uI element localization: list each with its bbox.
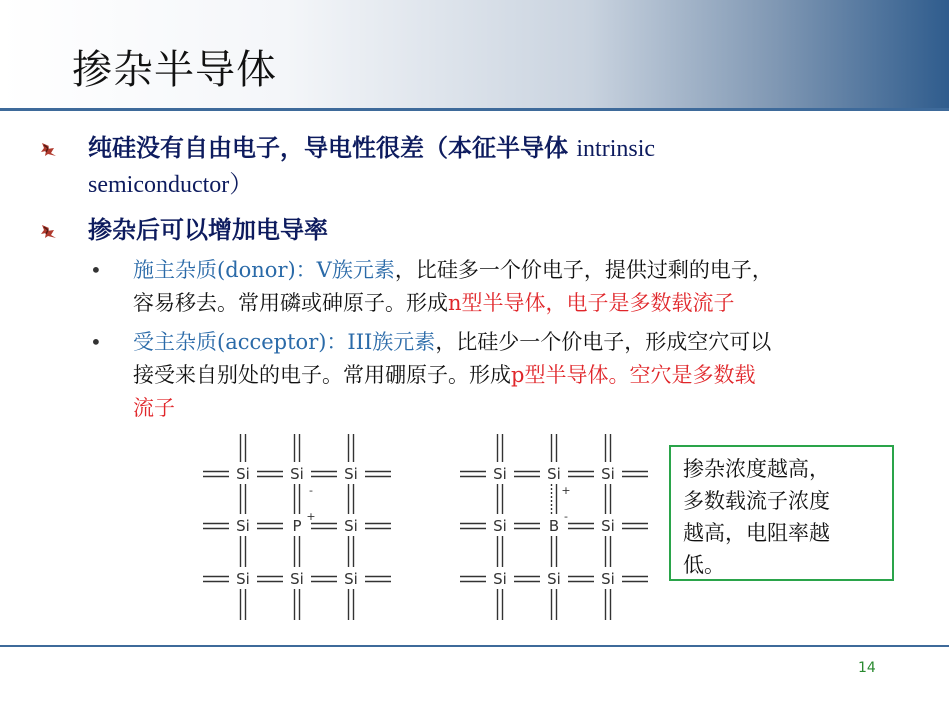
atom-label: Si bbox=[236, 517, 250, 535]
atom-label: Si bbox=[344, 465, 358, 483]
bullet-1-continuation: semiconductor） bbox=[88, 172, 254, 198]
donor-text-2: 容易移去。常用磷或砷原子。形成 bbox=[133, 291, 448, 315]
sub-bullet-acceptor bbox=[133, 326, 923, 425]
bullet-1-latin: intrinsic bbox=[576, 136, 656, 162]
sub-bullet-donor bbox=[133, 254, 923, 320]
atom-label: Si bbox=[493, 465, 507, 483]
atom-label: Si bbox=[601, 570, 615, 588]
title-divider bbox=[0, 108, 949, 111]
bullet-2: 掺杂后可以增加电导率 bbox=[88, 215, 328, 244]
acceptor-highlight-2: 流子 bbox=[133, 396, 175, 420]
note-line: 掺杂浓度越高， bbox=[683, 457, 830, 481]
footer-divider bbox=[0, 645, 949, 647]
donor-lead: 施主杂质(donor)：V族元素 bbox=[133, 258, 395, 282]
bullet-icon bbox=[40, 140, 58, 158]
donor-highlight: n型半导体，电子是多数载流子 bbox=[448, 291, 735, 315]
electron-mark: - bbox=[309, 484, 313, 497]
bullet-1-line-2 bbox=[88, 166, 253, 203]
atom-label: Si bbox=[236, 570, 250, 588]
atom-label: Si bbox=[547, 570, 561, 588]
acceptor-text: ，比硅少一个价电子，形成空穴可以 bbox=[435, 330, 772, 354]
slide-title: 掺杂半导体 bbox=[72, 47, 277, 93]
atom-label: Si bbox=[290, 570, 304, 588]
atom-label: Si bbox=[601, 517, 615, 535]
atom-label: P bbox=[292, 517, 302, 535]
acceptor-highlight: p型半导体。空穴是多数载 bbox=[511, 363, 756, 387]
hole-mark: + bbox=[561, 484, 571, 497]
acceptor-text-2: 接受来自别处的电子。常用硼原子。形成 bbox=[133, 363, 511, 387]
note-line: 低。 bbox=[683, 553, 725, 577]
atom-label: Si bbox=[236, 465, 250, 483]
p-type-lattice-diagram bbox=[452, 430, 662, 625]
atom-label: Si bbox=[344, 517, 358, 535]
donor-text: ，比硅多一个价电子，提供过剩的电子， bbox=[394, 258, 773, 282]
atom-label: B bbox=[548, 517, 560, 535]
acceptor-lead: 受主杂质(acceptor)：III族元素 bbox=[133, 330, 436, 354]
note-line: 多数载流子浓度 bbox=[683, 489, 830, 513]
sub-bullet-marker: • bbox=[90, 330, 102, 354]
charge-mark: - bbox=[564, 510, 568, 523]
sub-bullet-marker: • bbox=[90, 258, 102, 282]
atom-label: Si bbox=[493, 570, 507, 588]
bullet-1-text: 纯硅没有自由电子，导电性很差（本征半导体 bbox=[88, 133, 577, 162]
atom-label: Si bbox=[344, 570, 358, 588]
atom-label: Si bbox=[547, 465, 561, 483]
bullet-1-line-1 bbox=[88, 130, 655, 167]
atom-label: Si bbox=[601, 465, 615, 483]
charge-mark: + bbox=[306, 510, 316, 523]
note-line: 越高，电阻率越 bbox=[683, 521, 830, 545]
n-type-lattice-diagram bbox=[195, 430, 405, 625]
note-box bbox=[669, 445, 894, 581]
page-number: 14 bbox=[858, 660, 876, 676]
atom-label: Si bbox=[493, 517, 507, 535]
bullet-icon bbox=[40, 222, 58, 240]
atom-label: Si bbox=[290, 465, 304, 483]
